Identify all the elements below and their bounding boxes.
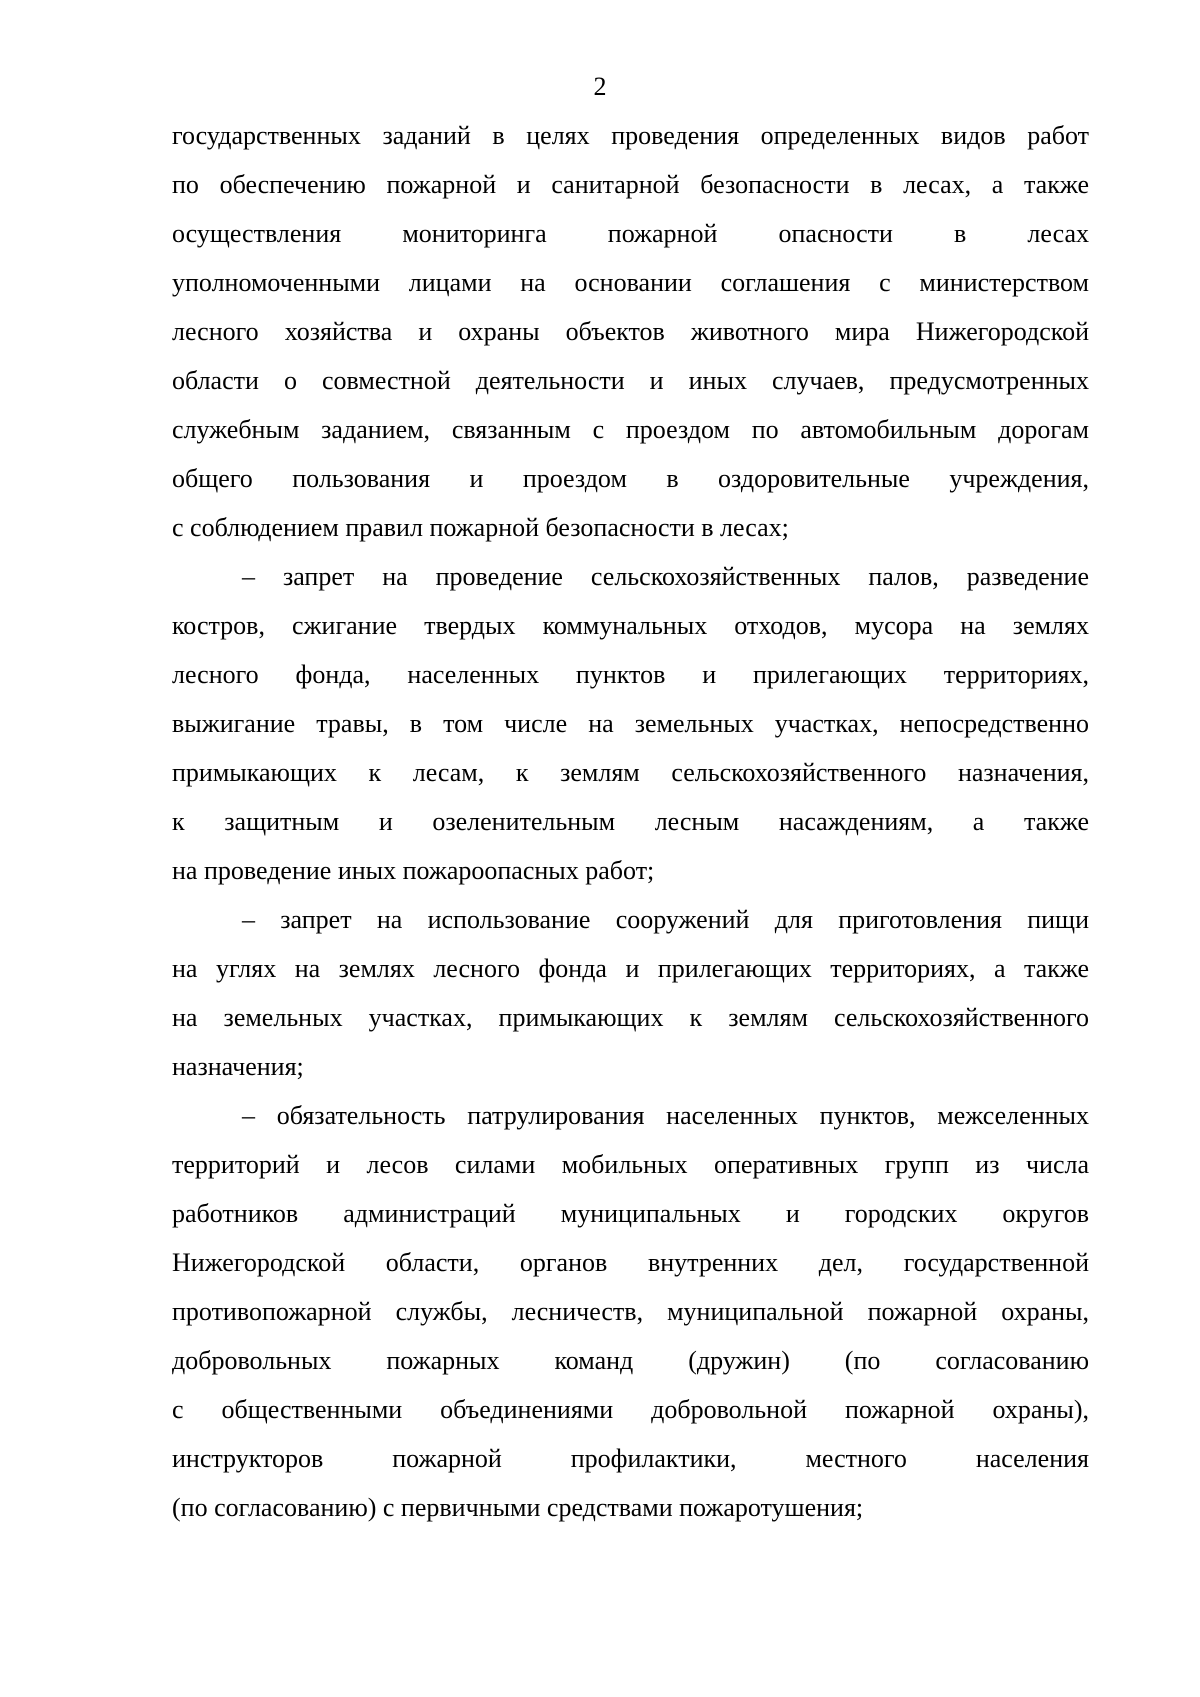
- text-line: примыкающих к лесам, к землям сельскохозяйственного назначения,: [172, 758, 1089, 787]
- text-line: костров, сжигание твердых коммунальных отходов, мусора на землях: [172, 611, 1089, 640]
- text-line: лесного хозяйства и охраны объектов животного мира Нижегородской: [172, 317, 1089, 346]
- page-number: 2: [593, 72, 607, 101]
- text-line: к защитным и озеленительным лесным насаждениям, а также: [172, 807, 1089, 836]
- text-line: осуществления мониторинга пожарной опасности в лесах: [172, 219, 1089, 248]
- text-line: области о совместной деятельности и иных случаев, предусмотренных: [172, 366, 1089, 395]
- text-line: на проведение иных пожароопасных работ;: [172, 856, 655, 885]
- text-line: назначения;: [172, 1052, 304, 1081]
- text-line: противопожарной службы, лесничеств, муниципальной пожарной охраны,: [172, 1297, 1089, 1326]
- text-line: выжигание травы, в том числе на земельных участках, непосредственно: [172, 709, 1089, 738]
- document-body: [172, 111, 1089, 1532]
- text-line: с общественными объединениями добровольной пожарной охраны),: [172, 1395, 1089, 1424]
- text-line: на углях на землях лесного фонда и прилегающих территориях, а также: [172, 954, 1089, 983]
- text-line: – запрет на использование сооружений для приготовления пищи: [242, 905, 1089, 934]
- text-line: уполномоченными лицами на основании соглашения с министерством: [172, 268, 1089, 297]
- text-line: территорий и лесов силами мобильных оперативных групп из числа: [172, 1150, 1089, 1179]
- text-line: добровольных пожарных команд (дружин) (по согласованию: [172, 1346, 1089, 1375]
- text-line: лесного фонда, населенных пунктов и прилегающих территориях,: [172, 660, 1089, 689]
- text-line: государственных заданий в целях проведения определенных видов работ: [172, 121, 1089, 150]
- text-line: – запрет на проведение сельскохозяйственных палов, разведение: [242, 562, 1089, 591]
- text-line: (по согласованию) с первичными средствами пожаротушения;: [172, 1493, 864, 1522]
- text-line: с соблюдением правил пожарной безопасности в лесах;: [172, 513, 789, 542]
- text-line: на земельных участках, примыкающих к землям сельскохозяйственного: [172, 1003, 1089, 1032]
- text-line: – обязательность патрулирования населенных пунктов, межселенных: [242, 1101, 1089, 1130]
- text-line: работников администраций муниципальных и городских округов: [172, 1199, 1089, 1228]
- text-line: Нижегородской области, органов внутренних дел, государственной: [172, 1248, 1089, 1277]
- text-line: по обеспечению пожарной и санитарной безопасности в лесах, а также: [172, 170, 1089, 199]
- text-line: инструкторов пожарной профилактики, местного населения: [172, 1444, 1089, 1473]
- text-line: общего пользования и проездом в оздоровительные учреждения,: [172, 464, 1089, 493]
- text-line: служебным заданием, связанным с проездом по автомобильным дорогам: [172, 415, 1089, 444]
